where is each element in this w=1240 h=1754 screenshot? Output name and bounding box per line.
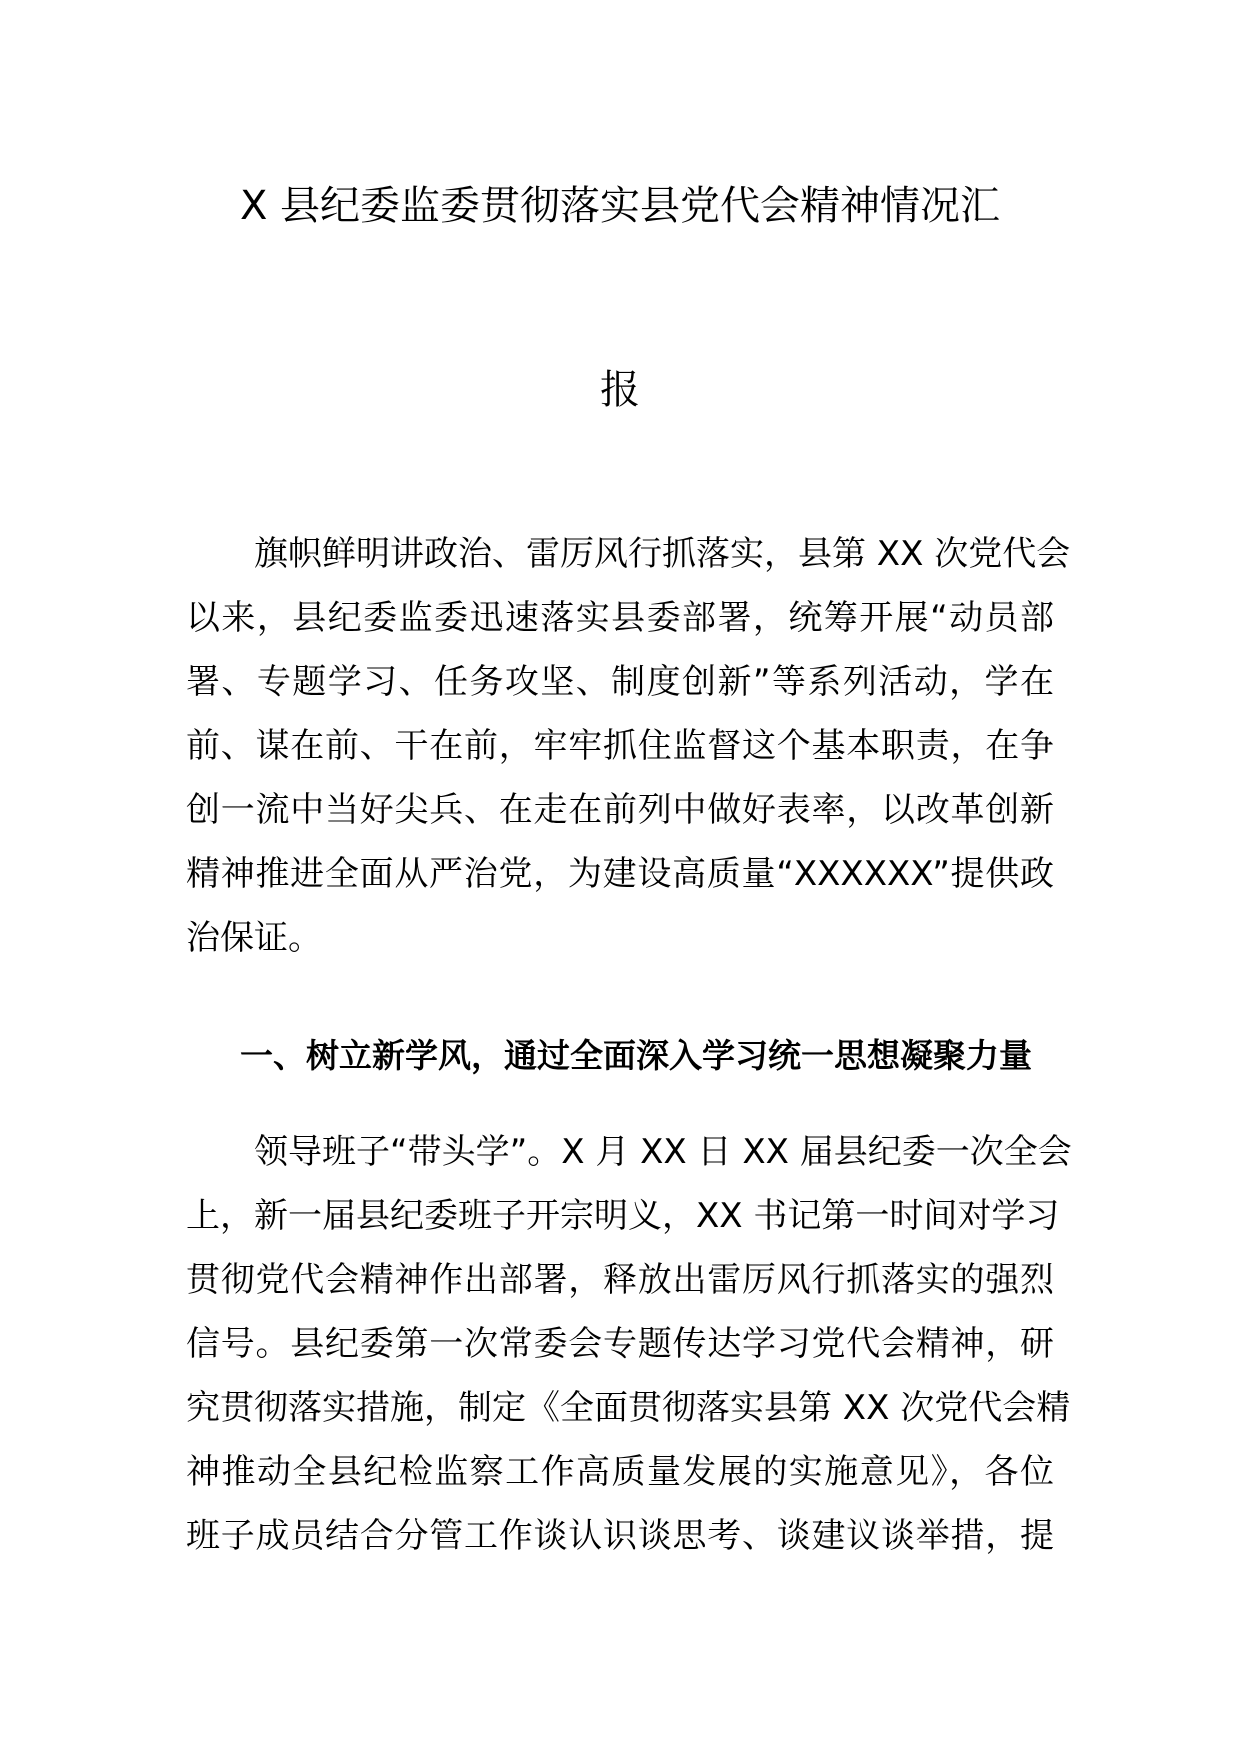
intro-line-6: 精神推进全面从严治党，为建设高质量“XXXXXX”提供政 <box>186 854 1054 894</box>
section-1-line-6: 神推动全县纪检监察工作高质量发展的实施意见》，各位 <box>186 1452 1054 1492</box>
section-1-line-1: 领导班子“带头学”。X 月 XX 日 XX 届县纪委一次全会 <box>254 1132 1072 1172</box>
section-1-line-5: 究贯彻落实措施，制定《全面贯彻落实县第 XX 次党代会精 <box>186 1388 1071 1428</box>
intro-line-1: 旗帜鲜明讲政治、雷厉风行抓落实，县第 XX 次党代会 <box>254 534 1071 574</box>
intro-line-4: 前、谋在前、干在前，牢牢抓住监督这个基本职责，在争 <box>186 726 1054 766</box>
section-1-line-4: 信号。县纪委第一次常委会专题传达学习党代会精神，研 <box>186 1324 1054 1364</box>
document-title-line-1: X 县纪委监委贯彻落实县党代会精神情况汇 <box>239 183 1001 229</box>
section-1-line-2: 上，新一届县纪委班子开宗明义，XX 书记第一时间对学习 <box>186 1196 1060 1236</box>
section-1-line-7: 班子成员结合分管工作谈认识谈思考、谈建议谈举措，提 <box>186 1516 1054 1556</box>
intro-line-5: 创一流中当好尖兵、在走在前列中做好表率，以改革创新 <box>186 790 1054 830</box>
intro-line-7: 治保证。 <box>186 918 322 958</box>
section-1-line-3: 贯彻党代会精神作出部署，释放出雷厉风行抓落实的强烈 <box>186 1260 1054 1300</box>
section-1-heading: 一、树立新学风，通过全面深入学习统一思想凝聚力量 <box>240 1036 1032 1075</box>
document-title-line-2: 报 <box>600 367 640 413</box>
intro-line-3: 署、专题学习、任务攻坚、制度创新”等系列活动，学在 <box>186 662 1054 702</box>
intro-line-2: 以来，县纪委监委迅速落实县委部署，统筹开展“动员部 <box>186 598 1054 638</box>
